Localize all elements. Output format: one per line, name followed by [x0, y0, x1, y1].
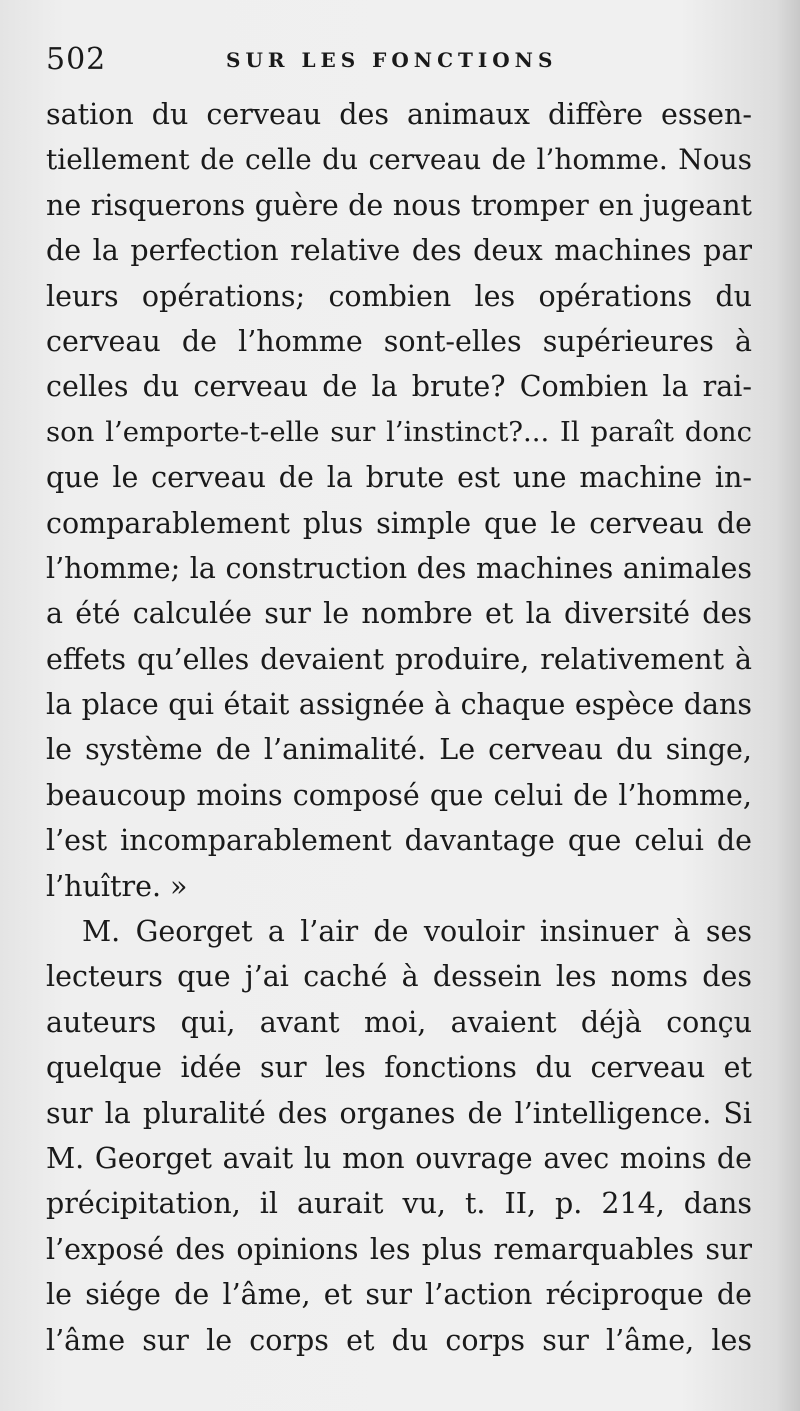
text-line: le système de l’animalité. Le cerveau du singe, — [46, 733, 752, 767]
text-line: l’huître. » — [46, 869, 188, 903]
text-line: auteurs qui, avant moi, avaient déjà conçu — [46, 1005, 752, 1039]
text-line: l’exposé des opinions les plus remarquables sur — [46, 1232, 752, 1266]
text-line: celles du cerveau de la brute? Combien la rai- — [46, 370, 752, 404]
text-line: l’est incomparablement davantage que celui de — [46, 824, 752, 858]
text-line: tiellement de celle du cerveau de l’homme. Nous — [46, 143, 752, 177]
page-header — [46, 40, 756, 80]
text-line: le siége de l’âme, et sur l’action réciproque de — [46, 1278, 752, 1312]
text-line: M. Georget avait lu mon ouvrage avec moins de — [46, 1141, 752, 1175]
body-text — [46, 92, 752, 1363]
text-line: comparablement plus simple que le cerveau de — [46, 506, 752, 540]
text-line: beaucoup moins composé que celui de l’homme, — [46, 778, 752, 812]
text-line: de la perfection relative des deux machines par — [46, 234, 752, 268]
text-line: ne risquerons guère de nous tromper en jugeant — [46, 188, 752, 222]
running-title: SUR LES FONCTIONS — [226, 48, 558, 72]
text-line: cerveau de l’homme sont-elles supérieures à — [46, 324, 752, 358]
text-line: que le cerveau de la brute est une machine in- — [46, 461, 752, 495]
text-line: sur la pluralité des organes de l’intelligence. Si — [46, 1096, 752, 1130]
text-line: la place qui était assignée à chaque espèce dans — [46, 688, 752, 722]
paragraph-start-line: M. Georget a l’air de vouloir insinuer à ses — [82, 915, 752, 949]
text-line: quelque idée sur les fonctions du cerveau et — [46, 1051, 752, 1085]
page-number: 502 — [46, 42, 107, 77]
text-line: l’homme; la construction des machines animales — [46, 551, 752, 585]
text-line: effets qu’elles devaient produire, relativement à — [46, 642, 752, 676]
text-line: leurs opérations; combien les opérations du — [46, 279, 752, 313]
text-line: lecteurs que j’ai caché à dessein les noms des — [46, 960, 752, 994]
text-line: sation du cerveau des animaux diffère essen- — [46, 98, 752, 131]
text-line: son l’emporte-t-elle sur l’instinct?... Il paraît donc — [46, 415, 752, 448]
text-line: a été calculée sur le nombre et la diversité des — [46, 597, 752, 631]
text-line: précipitation, il aurait vu, t. II, p. 214, dans — [46, 1187, 752, 1221]
text-line: l’âme sur le corps et du corps sur l’âme, les — [46, 1323, 752, 1357]
